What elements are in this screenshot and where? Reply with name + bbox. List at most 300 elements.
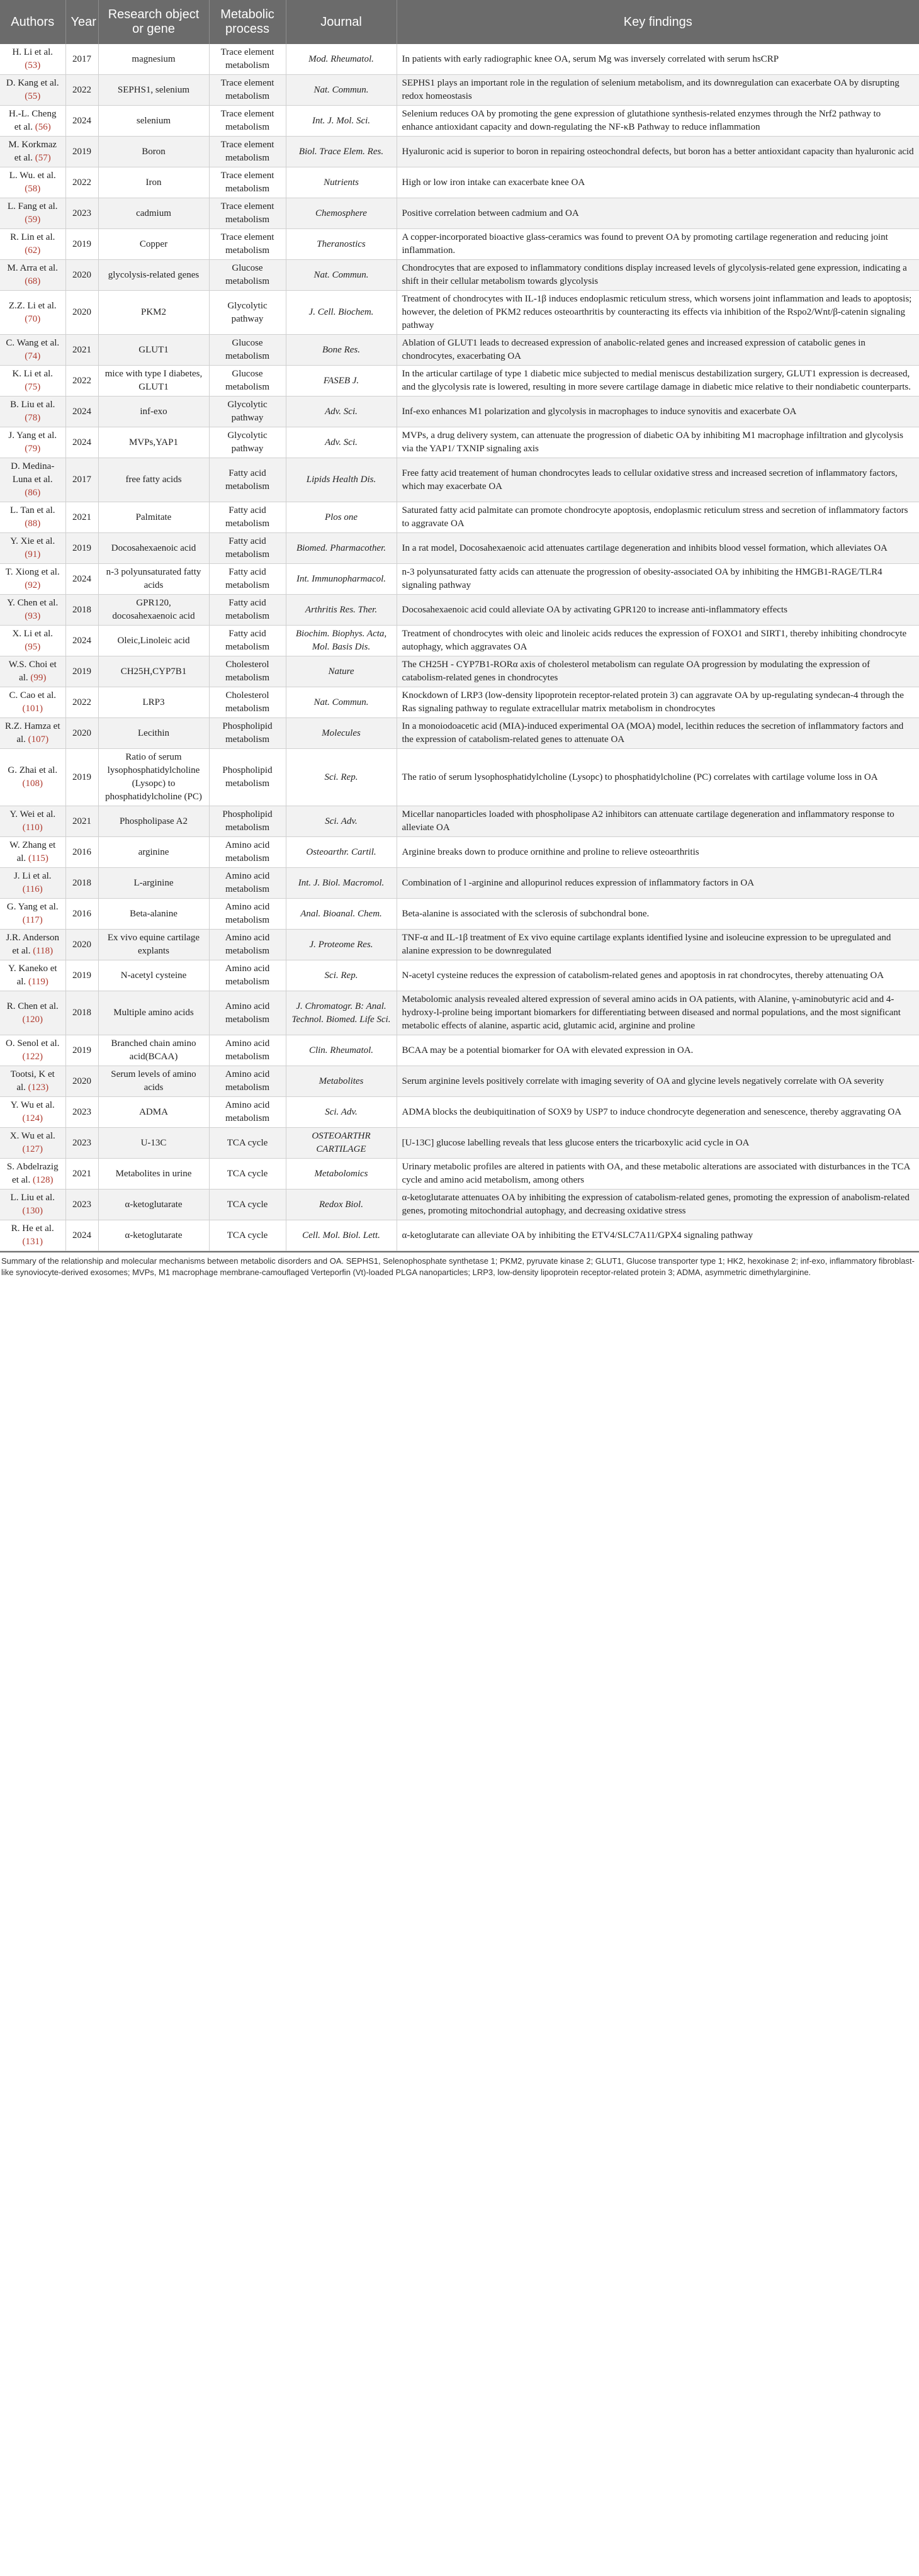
author-name: W. Zhang et al. <box>9 840 56 863</box>
reference-link[interactable]: (117) <box>22 915 43 925</box>
table-row <box>0 960 919 991</box>
cell-metabolic-process: TCA cycle <box>209 1128 286 1159</box>
author-name: W.S. Choi et al. <box>8 660 57 683</box>
author-name: K. Li et al. <box>12 369 54 379</box>
cell-research-object: Phospholipase A2 <box>98 806 209 837</box>
author-name: Y. Wu et al. <box>10 1100 55 1110</box>
reference-link[interactable]: (55) <box>25 91 41 101</box>
cell-metabolic-process: Fatty acid metabolism <box>209 458 286 502</box>
cell-research-object: inf-exo <box>98 397 209 427</box>
cell-metabolic-process: Phospholipid metabolism <box>209 718 286 749</box>
cell-journal: Anal. Bioanal. Chem. <box>286 899 397 930</box>
author-name: J.R. Anderson et al. <box>6 933 60 956</box>
cell-research-object: Iron <box>98 167 209 198</box>
table-row <box>0 44 919 75</box>
cell-key-finding: Metabolomic analysis revealed altered expression of several amino acids in OA patients, with Alanine, γ-aminobutyric acid and 4-hydroxy-l-proline being important biomarkers for differentiating between diseased and normal populations, and the most significant metabolic effects of alanine, aspartic acid, glutamic acid, arginine and proline <box>397 991 919 1035</box>
cell-journal: FASEB J. <box>286 366 397 397</box>
cell-key-finding: Combination of l -arginine and allopurinol reduces expression of inflammatory factors in OA <box>397 868 919 899</box>
cell-author <box>0 899 65 930</box>
author-name: D. Kang et al. <box>6 78 59 88</box>
cell-journal: Metabolomics <box>286 1159 397 1190</box>
table-row <box>0 1128 919 1159</box>
table-row <box>0 260 919 291</box>
cell-author <box>0 229 65 260</box>
cell-metabolic-process: Trace element metabolism <box>209 167 286 198</box>
cell-key-finding: In a monoiodoacetic acid (MIA)-induced experimental OA (MOA) model, lecithin reduces the secretion of inflammatory factors and the expression of catabolism-related genes to attenuate OA <box>397 718 919 749</box>
cell-author <box>0 806 65 837</box>
reference-link[interactable]: (123) <box>28 1083 49 1093</box>
author-name: Y. Kaneko et al. <box>8 964 57 987</box>
cell-key-finding: High or low iron intake can exacerbate knee OA <box>397 167 919 198</box>
reference-link[interactable]: (116) <box>22 884 43 894</box>
cell-research-object: Multiple amino acids <box>98 991 209 1035</box>
author-name: Tootsi, K et al. <box>10 1069 55 1093</box>
table-row <box>0 198 919 229</box>
cell-research-object: cadmium <box>98 198 209 229</box>
reference-link[interactable]: (78) <box>25 413 41 423</box>
cell-metabolic-process: Trace element metabolism <box>209 106 286 137</box>
cell-author <box>0 502 65 533</box>
reference-link[interactable]: (57) <box>35 153 51 163</box>
cell-metabolic-process: Amino acid metabolism <box>209 837 286 868</box>
cell-key-finding: In a rat model, Docosahexaenoic acid attenuates cartilage degeneration and inhibits blood vessel formation, which alleviates OA <box>397 533 919 564</box>
cell-author <box>0 564 65 595</box>
author-name: M. Arra et al. <box>7 263 58 273</box>
cell-year: 2020 <box>65 1066 98 1097</box>
cell-author <box>0 167 65 198</box>
cell-journal: Bone Res. <box>286 335 397 366</box>
cell-metabolic-process: Glucose metabolism <box>209 260 286 291</box>
reference-link[interactable]: (107) <box>28 734 49 745</box>
table-row <box>0 837 919 868</box>
reference-link[interactable]: (119) <box>28 977 48 987</box>
cell-research-object: GLUT1 <box>98 335 209 366</box>
author-name: J. Li et al. <box>13 871 52 881</box>
cell-key-finding: n-3 polyunsaturated fatty acids can attenuate the progression of obesity-associated OA by inhibiting the HMGB1-RAGE/TLR4 signaling pathway <box>397 564 919 595</box>
cell-year: 2016 <box>65 837 98 868</box>
reference-link[interactable]: (58) <box>25 184 41 194</box>
cell-metabolic-process: Amino acid metabolism <box>209 930 286 960</box>
cell-year: 2022 <box>65 75 98 106</box>
reference-link[interactable]: (110) <box>22 823 43 833</box>
cell-year: 2018 <box>65 595 98 626</box>
reference-link[interactable]: (131) <box>22 1237 43 1247</box>
cell-key-finding: The CH25H - CYP7B1-RORα axis of cholesterol metabolism can regulate OA progression by modulating the expression of catabolism-related genes in chondrocytes <box>397 656 919 687</box>
cell-author <box>0 1159 65 1190</box>
cell-research-object: Copper <box>98 229 209 260</box>
cell-metabolic-process: Amino acid metabolism <box>209 868 286 899</box>
cell-year: 2024 <box>65 626 98 656</box>
cell-research-object: free fatty acids <box>98 458 209 502</box>
cell-year: 2022 <box>65 687 98 718</box>
table-row <box>0 991 919 1035</box>
cell-author <box>0 1097 65 1128</box>
cell-key-finding: Micellar nanoparticles loaded with phospholipase A2 inhibitors can attenuate cartilage degeneration and inflammatory response to alleviate OA <box>397 806 919 837</box>
cell-author <box>0 837 65 868</box>
author-name: L. Wu. et al. <box>9 171 56 181</box>
cell-key-finding: Treatment of chondrocytes with oleic and linoleic acids reduces the expression of FOXO1 and SIRT1, thereby inhibiting chondrocyte autophagy, which aggravates OA <box>397 626 919 656</box>
reference-link[interactable]: (92) <box>25 580 41 590</box>
cell-key-finding: In patients with early radiographic knee OA, serum Mg was inversely correlated with serum hsCRP <box>397 44 919 75</box>
table-header <box>0 0 919 44</box>
cell-metabolic-process: Amino acid metabolism <box>209 960 286 991</box>
cell-key-finding: Inf-exo enhances M1 polarization and glycolysis in macrophages to induce synovitis and exacerbate OA <box>397 397 919 427</box>
cell-year: 2024 <box>65 1220 98 1251</box>
cell-journal: Mod. Rheumatol. <box>286 44 397 75</box>
cell-journal: Nutrients <box>286 167 397 198</box>
cell-metabolic-process: Glucose metabolism <box>209 335 286 366</box>
cell-author <box>0 718 65 749</box>
cell-research-object: SEPHS1, selenium <box>98 75 209 106</box>
cell-key-finding: Selenium reduces OA by promoting the gene expression of glutathione synthesis-related enzymes through the Nrf2 pathway to enhance antioxidant capacity and down-regulating the NF-κB Pathway to reduce inflammation <box>397 106 919 137</box>
cell-key-finding: TNF-α and IL-1β treatment of Ex vivo equine cartilage explants identified lysine and isoleucine expression to be upregulated and alanine expression to be downregulated <box>397 930 919 960</box>
cell-year: 2017 <box>65 44 98 75</box>
cell-author <box>0 626 65 656</box>
cell-year: 2020 <box>65 260 98 291</box>
cell-key-finding: α-ketoglutarate can alleviate OA by inhibiting the ETV4/SLC7A11/GPX4 signaling pathway <box>397 1220 919 1251</box>
reference-link[interactable]: (99) <box>30 673 47 683</box>
table-row <box>0 397 919 427</box>
cell-author <box>0 1220 65 1251</box>
cell-year: 2024 <box>65 564 98 595</box>
cell-author <box>0 458 65 502</box>
table-row <box>0 626 919 656</box>
cell-author <box>0 137 65 167</box>
author-name: J. Yang et al. <box>8 430 57 441</box>
header-key-findings: Key findings <box>397 0 919 44</box>
author-name: O. Senol et al. <box>6 1038 60 1049</box>
table-row <box>0 229 919 260</box>
cell-journal: Int. Immunopharmacol. <box>286 564 397 595</box>
cell-author <box>0 868 65 899</box>
cell-key-finding: Docosahexaenoic acid could alleviate OA by activating GPR120 to increase anti-inflammatory effects <box>397 595 919 626</box>
cell-metabolic-process: Cholesterol metabolism <box>209 656 286 687</box>
reference-link[interactable]: (128) <box>32 1175 54 1185</box>
cell-journal: Molecules <box>286 718 397 749</box>
table-row <box>0 1159 919 1190</box>
cell-author <box>0 991 65 1035</box>
table-row <box>0 502 919 533</box>
cell-year: 2021 <box>65 502 98 533</box>
cell-research-object: Boron <box>98 137 209 167</box>
author-name: C. Cao et al. <box>9 690 57 700</box>
cell-metabolic-process: Amino acid metabolism <box>209 1066 286 1097</box>
cell-journal: Metabolites <box>286 1066 397 1097</box>
table-row <box>0 75 919 106</box>
reference-link[interactable]: (120) <box>22 1014 43 1025</box>
cell-journal: Plos one <box>286 502 397 533</box>
reference-link[interactable]: (130) <box>22 1206 43 1216</box>
cell-year: 2016 <box>65 899 98 930</box>
cell-research-object: glycolysis-related genes <box>98 260 209 291</box>
cell-journal: Adv. Sci. <box>286 427 397 458</box>
cell-metabolic-process: TCA cycle <box>209 1190 286 1220</box>
author-name: Y. Chen et al. <box>7 598 59 608</box>
author-name: R. He et al. <box>11 1223 54 1234</box>
reference-link[interactable]: (93) <box>25 611 41 621</box>
document <box>0 0 919 1278</box>
author-name: R. Lin et al. <box>10 232 55 242</box>
header-row <box>0 0 919 44</box>
cell-metabolic-process: Amino acid metabolism <box>209 991 286 1035</box>
cell-journal: Sci. Adv. <box>286 806 397 837</box>
cell-journal: Osteoarthr. Cartil. <box>286 837 397 868</box>
reference-link[interactable]: (101) <box>22 704 43 714</box>
cell-research-object: Lecithin <box>98 718 209 749</box>
table-row <box>0 1066 919 1097</box>
cell-metabolic-process: Fatty acid metabolism <box>209 533 286 564</box>
cell-year: 2023 <box>65 1190 98 1220</box>
cell-year: 2022 <box>65 167 98 198</box>
cell-research-object: Beta-alanine <box>98 899 209 930</box>
cell-research-object: LRP3 <box>98 687 209 718</box>
cell-key-finding: [U-13C] glucose labelling reveals that less glucose enters the tricarboxylic acid cycle in OA <box>397 1128 919 1159</box>
table-caption: Summary of the relationship and molecular mechanisms between metabolic disorders and OA. SEPHS1, Selenophosphate synthetase 1; PKM2, pyruvate kinase 2; GLUT1, Glucose transporter type 1; HK2, hexokinase 2; inf-exo, inflammatory fibroblast-like synoviocyte-derived exosomes; MVPs, M1 macrophage membrane-camouflaged Verteporfin (Vt)-loaded PLGA nanoparticles; LRP3, low-density lipoprotein receptor-related protein 3; ADMA, asymmetric dimethylarginine. <box>0 1251 919 1278</box>
cell-journal: Clin. Rheumatol. <box>286 1035 397 1066</box>
cell-metabolic-process: Amino acid metabolism <box>209 899 286 930</box>
cell-author <box>0 960 65 991</box>
table-row <box>0 458 919 502</box>
cell-research-object: Ex vivo equine cartilage explants <box>98 930 209 960</box>
cell-author <box>0 1066 65 1097</box>
author-name: X. Wu et al. <box>9 1131 55 1141</box>
cell-metabolic-process: Trace element metabolism <box>209 75 286 106</box>
cell-metabolic-process: Fatty acid metabolism <box>209 502 286 533</box>
cell-author <box>0 687 65 718</box>
metabolism-oa-table <box>0 0 919 1251</box>
cell-metabolic-process: Glycolytic pathway <box>209 291 286 335</box>
cell-year: 2019 <box>65 749 98 806</box>
cell-year: 2024 <box>65 397 98 427</box>
author-name: S. Abdelrazig et al. <box>6 1162 59 1185</box>
reference-link[interactable]: (53) <box>25 60 41 70</box>
cell-metabolic-process: Trace element metabolism <box>209 137 286 167</box>
table-row <box>0 564 919 595</box>
cell-year: 2024 <box>65 427 98 458</box>
cell-year: 2023 <box>65 1097 98 1128</box>
cell-research-object: L-arginine <box>98 868 209 899</box>
reference-link[interactable]: (95) <box>25 642 41 652</box>
reference-link[interactable]: (75) <box>25 382 41 392</box>
cell-journal: Redox Biol. <box>286 1190 397 1220</box>
cell-author <box>0 260 65 291</box>
author-name: R. Chen et al. <box>6 1001 59 1011</box>
cell-year: 2021 <box>65 335 98 366</box>
author-name: Z.Z. Li et al. <box>8 300 57 311</box>
cell-key-finding: Ablation of GLUT1 leads to decreased expression of anabolic-related genes and increased expression of catabolic genes in chondrocytes, exacerbating OA <box>397 335 919 366</box>
cell-year: 2021 <box>65 806 98 837</box>
cell-key-finding: α-ketoglutarate attenuates OA by inhibiting the expression of catabolism-related genes, promoting the expression of anabolism-related genes, promoting mitochondrial autophagy, and decreasing oxidative stress <box>397 1190 919 1220</box>
reference-link[interactable]: (70) <box>25 313 41 324</box>
cell-year: 2020 <box>65 291 98 335</box>
table-row <box>0 335 919 366</box>
cell-year: 2024 <box>65 106 98 137</box>
cell-year: 2018 <box>65 868 98 899</box>
cell-author <box>0 656 65 687</box>
cell-author <box>0 106 65 137</box>
author-name: L. Liu et al. <box>10 1193 55 1203</box>
cell-research-object: mice with type I diabetes, GLUT1 <box>98 366 209 397</box>
table-row <box>0 106 919 137</box>
cell-key-finding: Urinary metabolic profiles are altered in patients with OA, and these metabolic alterations are associated with disturbances in the TCA cycle and amino acid metabolism, among others <box>397 1159 919 1190</box>
reference-link[interactable]: (68) <box>25 276 41 286</box>
reference-link[interactable]: (62) <box>25 245 41 256</box>
author-name: D. Medina-Luna et al. <box>11 461 55 485</box>
cell-year: 2023 <box>65 1128 98 1159</box>
cell-metabolic-process: Fatty acid metabolism <box>209 595 286 626</box>
cell-journal: Int. J. Mol. Sci. <box>286 106 397 137</box>
header-metabolic-process: Metabolic process <box>209 0 286 44</box>
cell-author <box>0 595 65 626</box>
cell-year: 2018 <box>65 991 98 1035</box>
table-row <box>0 806 919 837</box>
author-name: R.Z. Hamza et al. <box>5 721 60 745</box>
table-row <box>0 427 919 458</box>
cell-metabolic-process: Trace element metabolism <box>209 229 286 260</box>
cell-author <box>0 291 65 335</box>
cell-journal: Biochim. Biophys. Acta, Mol. Basis Dis. <box>286 626 397 656</box>
cell-journal: J. Proteome Res. <box>286 930 397 960</box>
cell-research-object: ADMA <box>98 1097 209 1128</box>
reference-link[interactable]: (88) <box>25 519 41 529</box>
cell-metabolic-process: Cholesterol metabolism <box>209 687 286 718</box>
reference-link[interactable]: (108) <box>22 779 43 789</box>
cell-key-finding: Knockdown of LRP3 (low-density lipoprotein receptor-related protein 3) can aggravate OA by up-regulating syndecan-4 through the Ras signaling pathway to regulate extracellular matrix metabolism in chondrocytes <box>397 687 919 718</box>
cell-author <box>0 198 65 229</box>
reference-link[interactable]: (56) <box>35 122 51 132</box>
header-authors: Authors <box>0 0 65 44</box>
reference-link[interactable]: (91) <box>25 549 41 560</box>
cell-journal: Theranostics <box>286 229 397 260</box>
cell-research-object: Serum levels of amino acids <box>98 1066 209 1097</box>
reference-link[interactable]: (74) <box>25 351 41 361</box>
table-row <box>0 291 919 335</box>
cell-author <box>0 1190 65 1220</box>
cell-metabolic-process: Trace element metabolism <box>209 44 286 75</box>
cell-year: 2019 <box>65 960 98 991</box>
cell-journal: Cell. Mol. Biol. Lett. <box>286 1220 397 1251</box>
reference-link[interactable]: (59) <box>25 215 41 225</box>
cell-research-object: Ratio of serum lysophosphatidylcholine (Lysopc) to phosphatidylcholine (PC) <box>98 749 209 806</box>
cell-metabolic-process: Fatty acid metabolism <box>209 564 286 595</box>
cell-research-object: α-ketoglutarate <box>98 1190 209 1220</box>
cell-journal: Adv. Sci. <box>286 397 397 427</box>
cell-research-object: α-ketoglutarate <box>98 1220 209 1251</box>
cell-journal: Biomed. Pharmacother. <box>286 533 397 564</box>
reference-link[interactable]: (127) <box>22 1144 43 1154</box>
cell-year: 2022 <box>65 366 98 397</box>
cell-key-finding: Arginine breaks down to produce ornithine and proline to relieve osteoarthritis <box>397 837 919 868</box>
cell-journal: Biol. Trace Elem. Res. <box>286 137 397 167</box>
cell-journal: Arthritis Res. Ther. <box>286 595 397 626</box>
cell-author <box>0 1128 65 1159</box>
table-row <box>0 899 919 930</box>
cell-year: 2020 <box>65 718 98 749</box>
cell-year: 2023 <box>65 198 98 229</box>
cell-research-object: GPR120, docosahexaenoic acid <box>98 595 209 626</box>
cell-metabolic-process: Trace element metabolism <box>209 198 286 229</box>
cell-author <box>0 427 65 458</box>
reference-link[interactable]: (115) <box>28 853 48 863</box>
cell-key-finding: Positive correlation between cadmium and OA <box>397 198 919 229</box>
cell-metabolic-process: Amino acid metabolism <box>209 1097 286 1128</box>
cell-research-object: magnesium <box>98 44 209 75</box>
cell-research-object: Docosahexaenoic acid <box>98 533 209 564</box>
table-row <box>0 366 919 397</box>
reference-link[interactable]: (79) <box>25 444 41 454</box>
cell-key-finding: ADMA blocks the deubiquitination of SOX9 by USP7 to induce chondrocyte degeneration and senescence, thereby aggravating OA <box>397 1097 919 1128</box>
reference-link[interactable]: (86) <box>25 488 41 498</box>
cell-key-finding: Treatment of chondrocytes with IL-1β induces endoplasmic reticulum stress, which worsens joint inflammation and leads to apoptosis; however, the deletion of PKM2 reduces osteoarthritis by counteracting its effects via inhibition of the Rspo2/Wnt/β-catenin signaling pathway <box>397 291 919 335</box>
cell-metabolic-process: TCA cycle <box>209 1220 286 1251</box>
cell-key-finding: BCAA may be a potential biomarker for OA with elevated expression in OA. <box>397 1035 919 1066</box>
cell-research-object: N-acetyl cysteine <box>98 960 209 991</box>
cell-author <box>0 75 65 106</box>
cell-journal: OSTEOARTHR CARTILAGE <box>286 1128 397 1159</box>
reference-link[interactable]: (118) <box>33 946 54 956</box>
cell-journal: Chemosphere <box>286 198 397 229</box>
cell-year: 2019 <box>65 1035 98 1066</box>
cell-research-object: arginine <box>98 837 209 868</box>
cell-key-finding: SEPHS1 plays an important role in the regulation of selenium metabolism, and its downregulation can exacerbate OA by disrupting redox homeostasis <box>397 75 919 106</box>
cell-metabolic-process: Glycolytic pathway <box>209 427 286 458</box>
cell-journal: Nat. Commun. <box>286 75 397 106</box>
table-row <box>0 595 919 626</box>
cell-author <box>0 930 65 960</box>
table-row <box>0 1035 919 1066</box>
table-row <box>0 167 919 198</box>
author-name: X. Li et al. <box>12 629 54 639</box>
cell-key-finding: Hyaluronic acid is superior to boron in repairing osteochondral defects, but boron has a better antioxidant capacity than hyaluronic acid <box>397 137 919 167</box>
cell-author <box>0 533 65 564</box>
author-name: H.-L. Cheng et al. <box>9 109 57 132</box>
author-name: L. Tan et al. <box>9 505 55 515</box>
cell-year: 2019 <box>65 137 98 167</box>
reference-link[interactable]: (122) <box>22 1052 43 1062</box>
cell-metabolic-process: Fatty acid metabolism <box>209 626 286 656</box>
cell-author <box>0 366 65 397</box>
cell-author <box>0 1035 65 1066</box>
cell-author <box>0 335 65 366</box>
cell-research-object: Metabolites in urine <box>98 1159 209 1190</box>
cell-author <box>0 397 65 427</box>
author-name: G. Yang et al. <box>6 902 59 912</box>
table-row <box>0 718 919 749</box>
header-research-object: Research object or gene <box>98 0 209 44</box>
author-name: C. Wang et al. <box>6 338 60 348</box>
table-row <box>0 687 919 718</box>
cell-key-finding: Free fatty acid treatement of human chondrocytes leads to cellular oxidative stress and increased secretion of inflammatory factors, which may exacerbate OA <box>397 458 919 502</box>
cell-research-object: U-13C <box>98 1128 209 1159</box>
cell-year: 2019 <box>65 229 98 260</box>
cell-journal: J. Cell. Biochem. <box>286 291 397 335</box>
reference-link[interactable]: (124) <box>22 1113 43 1123</box>
table-row <box>0 1220 919 1251</box>
cell-journal: Lipids Health Dis. <box>286 458 397 502</box>
author-name: T. Xiong et al. <box>5 567 60 577</box>
cell-key-finding: A copper-incorporated bioactive glass-ceramics was found to prevent OA by promoting cartilage regeneration and reducing joint inflammation. <box>397 229 919 260</box>
cell-metabolic-process: TCA cycle <box>209 1159 286 1190</box>
cell-metabolic-process: Phospholipid metabolism <box>209 749 286 806</box>
cell-journal: Sci. Rep. <box>286 960 397 991</box>
cell-journal: Int. J. Biol. Macromol. <box>286 868 397 899</box>
cell-research-object: Branched chain amino acid(BCAA) <box>98 1035 209 1066</box>
cell-research-object: Palmitate <box>98 502 209 533</box>
header-journal: Journal <box>286 0 397 44</box>
cell-research-object: MVPs,YAP1 <box>98 427 209 458</box>
table-row <box>0 930 919 960</box>
cell-research-object: n-3 polyunsaturated fatty acids <box>98 564 209 595</box>
